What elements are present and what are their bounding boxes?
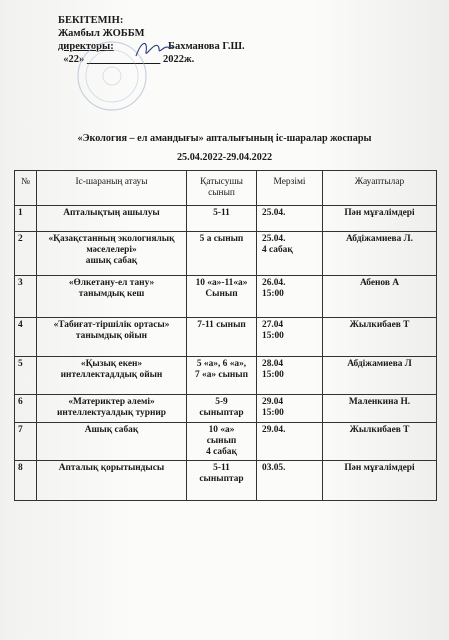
cell-responsible: Абдіжамиева Л. xyxy=(323,232,437,276)
plan-title: «Экология – ел амандығы» апталығының іс-шаралар жоспары xyxy=(77,133,372,144)
cell-line: «Материктер әлемі» xyxy=(68,397,155,407)
cell-class xyxy=(187,357,257,395)
cell-date xyxy=(257,357,323,395)
cell-line: 29.04. xyxy=(262,425,286,435)
cell-line: Апталықтың ашылуы xyxy=(63,208,160,218)
cell-line: 15:00 xyxy=(262,370,284,380)
cell-responsible: Абдіжамиева Л xyxy=(323,357,437,395)
cell-num: 7 xyxy=(15,423,37,461)
table-row xyxy=(15,423,437,461)
cell-line: 5-11 xyxy=(213,208,230,218)
cell-line: 27.04 xyxy=(262,320,284,330)
date-year: 2022ж. xyxy=(163,54,195,65)
cell-line: ашық сабақ xyxy=(85,256,138,266)
cell-event-name xyxy=(37,206,187,232)
cell-num: 2 xyxy=(15,232,37,276)
cell-line: 4 сабақ xyxy=(262,245,293,255)
cell-num: 5 xyxy=(15,357,37,395)
cell-class xyxy=(187,423,257,461)
cell-date xyxy=(257,395,323,423)
cell-line: 5-9 xyxy=(215,397,228,407)
events-table xyxy=(14,170,437,501)
cell-class xyxy=(187,232,257,276)
cell-date xyxy=(257,423,323,461)
cell-num: 4 xyxy=(15,318,37,357)
cell-date xyxy=(257,206,323,232)
cell-class xyxy=(187,276,257,318)
table-row xyxy=(15,395,437,423)
cell-line: 5-11 xyxy=(213,463,230,473)
cell-line: Ашық сабақ xyxy=(84,425,139,435)
cell-event-name xyxy=(37,318,187,357)
col-header-name: Іс-шараның атауы xyxy=(37,171,187,206)
cell-responsible: Жылкибаев Т xyxy=(323,318,437,357)
table-row xyxy=(15,357,437,395)
cell-class xyxy=(187,206,257,232)
cell-responsible: Жылкибаев Т xyxy=(323,423,437,461)
cell-num: 1 xyxy=(15,206,37,232)
cell-class xyxy=(187,395,257,423)
cell-line: сыныптар xyxy=(199,474,244,484)
approval-org: Жамбыл ЖОББМ xyxy=(58,28,145,39)
cell-line: 03.05. xyxy=(262,463,286,473)
cell-line: интеллектадлдық ойын xyxy=(60,370,163,380)
cell-num: 8 xyxy=(15,461,37,501)
cell-line: «Қызық екен» xyxy=(80,359,143,369)
cell-responsible: Маленкина Н. xyxy=(323,395,437,423)
cell-date xyxy=(257,461,323,501)
table-row xyxy=(15,206,437,232)
cell-num: 6 xyxy=(15,395,37,423)
cell-line: танымдық ойын xyxy=(75,331,148,341)
col-header-date: Мерзімі xyxy=(257,171,323,206)
cell-event-name xyxy=(37,423,187,461)
cell-line: 15:00 xyxy=(262,408,284,418)
cell-line: 5 «а», 6 «а», xyxy=(196,359,247,369)
cell-line: мәселелері» xyxy=(86,245,137,255)
cell-line: 7-11 сынып xyxy=(197,320,246,330)
cell-responsible: Абенов А xyxy=(323,276,437,318)
cell-date xyxy=(257,276,323,318)
cell-line: 25.04. xyxy=(262,234,286,244)
cell-line: 7 «а» сынып xyxy=(194,370,249,380)
cell-line: 10 «а» xyxy=(208,425,235,435)
col-header-class: Қатысушы сынып xyxy=(187,171,257,206)
cell-event-name xyxy=(37,232,187,276)
col-header-num: № xyxy=(15,171,37,206)
cell-event-name xyxy=(37,276,187,318)
director-signature xyxy=(132,36,176,62)
col-header-responsible: Жауаптылар xyxy=(323,171,437,206)
table-header-row xyxy=(15,171,437,206)
cell-line: 4 сабақ xyxy=(206,447,237,457)
cell-line: Сынып xyxy=(205,289,238,299)
table-row xyxy=(15,318,437,357)
cell-responsible: Пән мұғалімдері xyxy=(323,206,437,232)
cell-class xyxy=(187,461,257,501)
table-row xyxy=(15,232,437,276)
date-day: 22 xyxy=(68,54,79,65)
plan-dates: 25.04.2022-29.04.2022 xyxy=(176,152,273,163)
director-label: директоры: xyxy=(58,41,114,52)
cell-event-name xyxy=(37,395,187,423)
cell-line: 29.04 xyxy=(262,397,284,407)
approval-heading: БЕКІТЕМІН: xyxy=(58,15,124,26)
cell-num: 3 xyxy=(15,276,37,318)
cell-responsible: Пән мұғалімдері xyxy=(323,461,437,501)
cell-line: «Табиғат-тіршілік ортасы» xyxy=(53,320,170,330)
table-row xyxy=(15,461,437,501)
cell-line: 5 а сынып xyxy=(199,234,244,244)
cell-line: 10 «а»-11«а» xyxy=(195,278,248,288)
cell-line: 25.04. xyxy=(262,208,286,218)
date-quote-close: » xyxy=(79,54,87,65)
cell-date xyxy=(257,232,323,276)
cell-date xyxy=(257,318,323,357)
cell-line: 15:00 xyxy=(262,331,284,341)
cell-event-name xyxy=(37,461,187,501)
table-row xyxy=(15,276,437,318)
cell-class xyxy=(187,318,257,357)
cell-line: 26.04. xyxy=(262,278,286,288)
cell-event-name xyxy=(37,357,187,395)
director-name: Бахманова Г.Ш. xyxy=(168,41,245,52)
cell-line: «Қазақстанның экологиялық xyxy=(48,234,175,244)
cell-line: «Өлкетану-ел тану» xyxy=(68,278,155,288)
cell-line: сыныптар xyxy=(199,408,244,418)
cell-line: танымдық кеш xyxy=(78,289,145,299)
cell-line: 15:00 xyxy=(262,289,284,299)
cell-line: интеллектуалдық турнир xyxy=(57,408,166,418)
cell-line: сынып xyxy=(206,436,237,446)
date-quote: « xyxy=(63,54,69,65)
cell-line: Апталық қорытындысы xyxy=(58,463,165,473)
cell-line: 28.04 xyxy=(262,359,284,369)
